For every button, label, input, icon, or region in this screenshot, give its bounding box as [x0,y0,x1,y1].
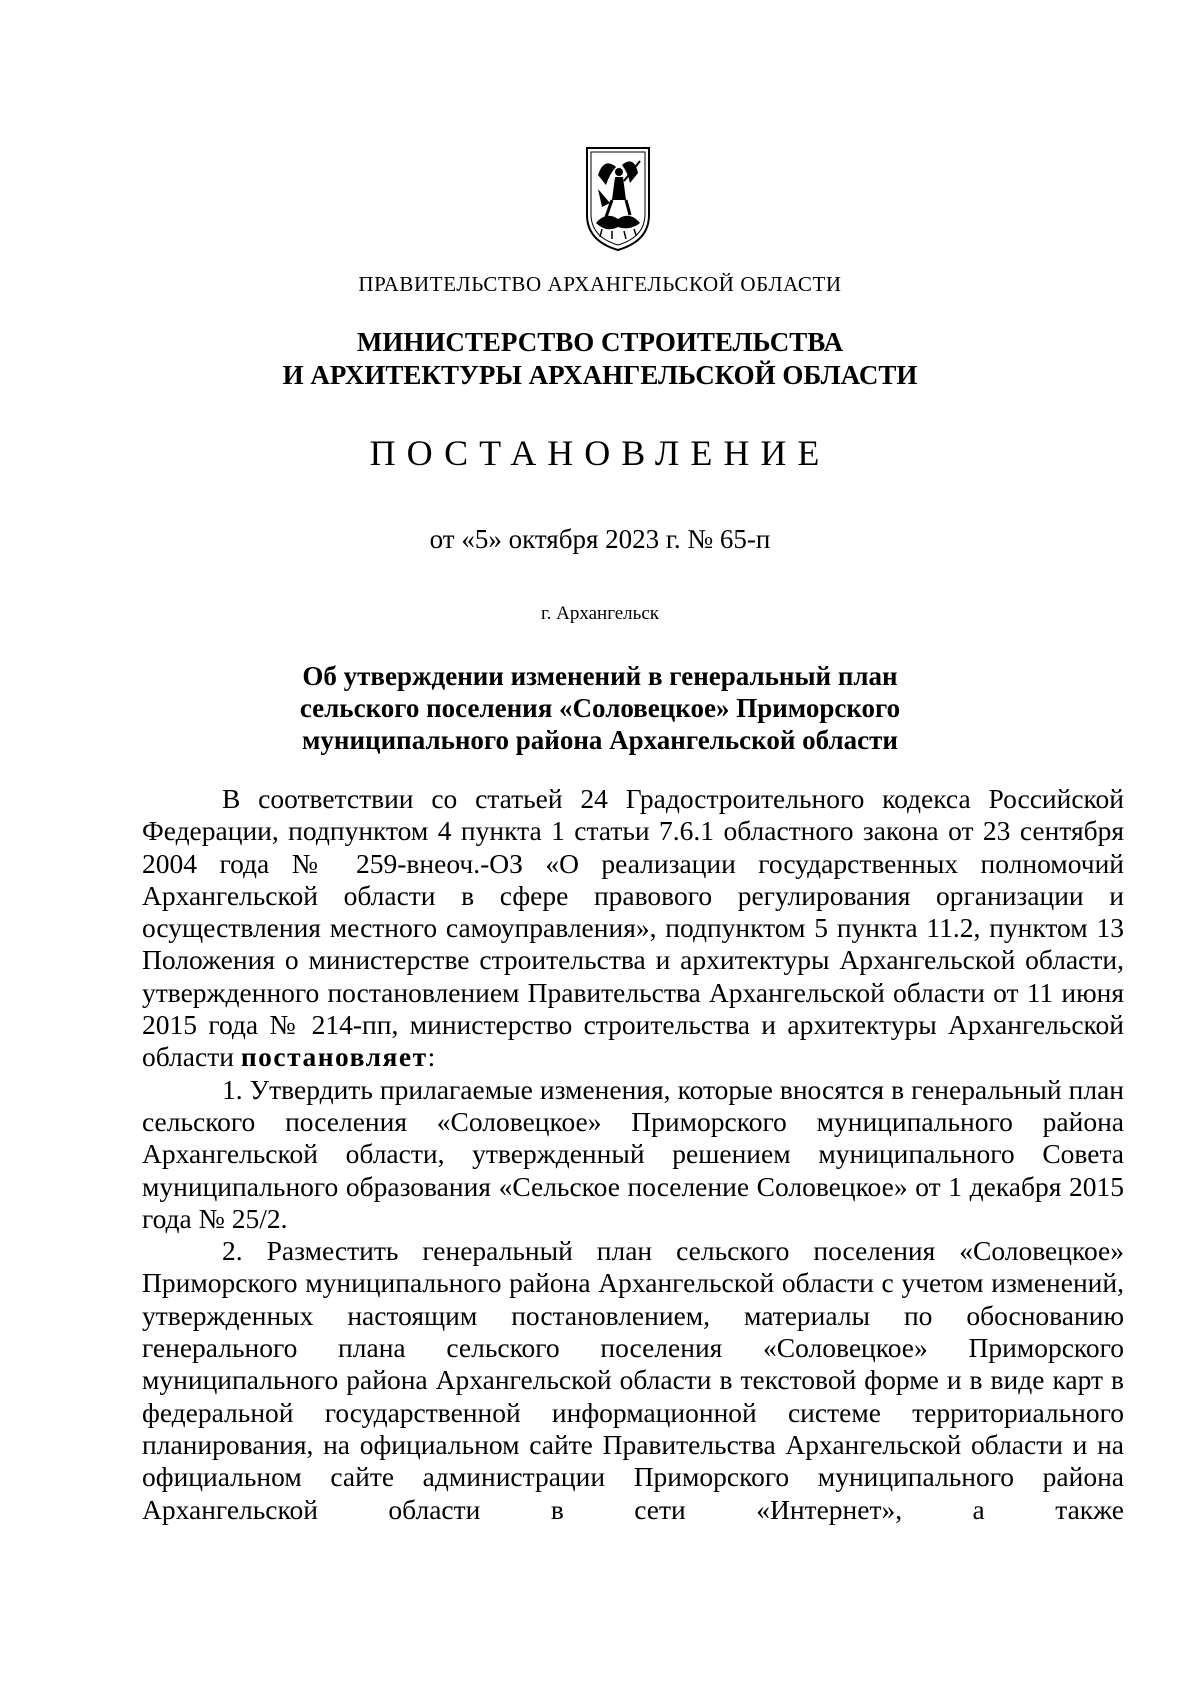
government-name: ПРАВИТЕЛЬСТВО АРХАНГЕЛЬСКОЙ ОБЛАСТИ [358,272,842,296]
coat-of-arms-emblem [584,145,652,253]
ministry-name-line-1: МИНИСТЕРСТВО СТРОИТЕЛЬСТВА [356,327,844,357]
subject-line-1: Об утверждении изменений в генеральный план [302,661,898,691]
subject-line-3: муниципального района Архангельской области [302,725,898,755]
document-type: ПОСТАНОВЛЕНИЕ [369,433,831,473]
ministry-name-line-2: И АРХИТЕКТУРЫ АРХАНГЕЛЬСКОЙ ОБЛАСТИ [282,360,918,390]
resolves-colon: : [427,1041,436,1073]
document-subject [0,660,1200,756]
item-1-paragraph: 1. Утвердить прилагаемые изменения, которые вносятся в генеральный план сельского поселения «Соловецкое» Приморского муниципального района Архангельской области, утвержденный решением муниципального Совета муниципального образования «Сельское поселение Соловецкое» от 1 декабря 2015 года № 25/2. [142,1073,1124,1234]
preamble-text: В соответствии со статьей 24 Градостроительного кодекса Российской Федерации, подпунктом 4 пункта 1 статьи 7.6.1 областного закона от 23 сентября 2004 года № 259-внеоч.-ОЗ «О реализации государственных полномочий Архангельской области в сфере правового регулирования организации и осуществления местного самоуправления», подпунктом 5 пункта 11.2, пунктом 13 Положения о министерстве строительства и архитектуры Архангельской области, утвержденного постановлением Правительства Архангельской области от 11 июня 2015 года № 214-пп, министерство строительства и архитектуры Архангельской области [142,783,1124,1073]
preamble-paragraph [142,783,1124,1074]
document-body [142,783,1124,1526]
ministry-name [0,326,1200,392]
date-and-number: от «5» октября 2023 г. № 65-п [429,524,771,554]
subject-line-2: сельского поселения «Соловецкое» Приморского [299,693,901,723]
resolves-keyword: постановляет [240,1041,428,1073]
city-name: г. Архангельск [540,603,659,624]
item-2-paragraph: 2. Разместить генеральный план сельского поселения «Соловецкое» Приморского муниципального района Архангельской области с учетом изменений, утвержденных настоящим постановлением, материалы по обоснованию генерального плана сельского поселения «Соловецкое» Приморского муниципального района Архангельской области в текстовой форме и в виде карт в федеральной государственной информационной системе территориального планирования, на официальном сайте Правительства Архангельской области и на официальном сайте администрации Приморского муниципального района Архангельской области в сети «Интернет», а также [142,1235,1124,1525]
